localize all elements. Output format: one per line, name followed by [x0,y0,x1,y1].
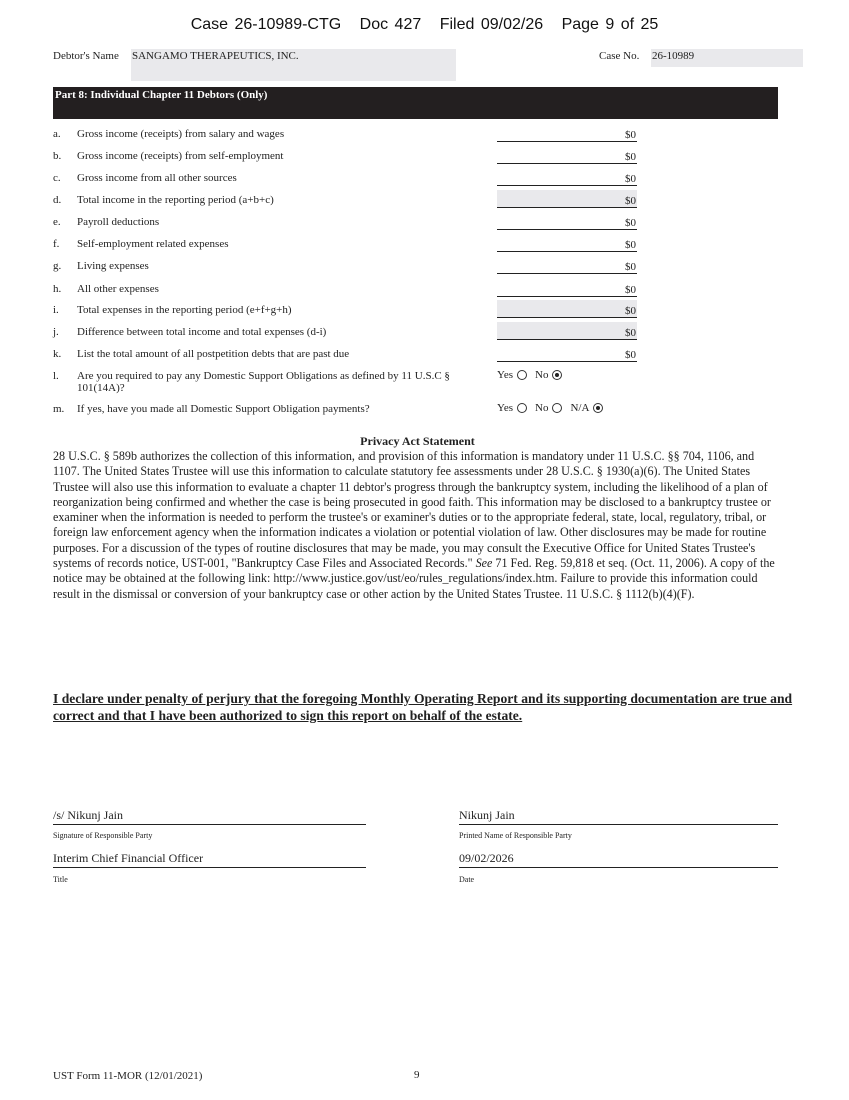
no-radio[interactable] [552,403,562,413]
row-label: Difference between total income and total expenses (d-i) [77,326,327,338]
row-amount-field[interactable]: $0 [497,168,637,186]
part8-row [53,212,778,234]
date-value[interactable]: 09/02/2026 [459,851,514,865]
row-amount-total: $0 [497,190,637,208]
row-label: Payroll deductions [77,216,160,228]
question-m-label: If yes, have you made all Domestic Support Obligation payments? [77,403,370,415]
row-amount-field[interactable]: $0 [497,124,637,142]
case-no-label: Case No. [599,50,640,62]
privacy-body-see: See [475,556,493,571]
signature-line [53,824,366,825]
filed-date-header: Filed 09/02/26 [439,16,544,33]
row-letter: f. [53,238,60,250]
debtor-name-field[interactable]: SANGAMO THERAPEUTICS, INC. [131,49,456,81]
form-id-footer: UST Form 11-MOR (12/01/2021) [53,1070,203,1082]
na-option-label: N/A [570,402,590,414]
privacy-body-part2: 71 Fed. Reg. 59,818 et seq. (Oct. 11, 2006). A copy of the notice may be obtained at the following link: http://www.justice.gov/ust/eo/rules_regulations/index.htm. Failure to provide this information could result in the dismissal or conversion of your bankruptcy case or other action by the United States Trustee. 11 U.S.C. § 1112(b)(4)(F). [53,556,775,601]
part8-title: Part 8: Individual Chapter 11 Debtors (Only) [55,89,268,101]
row-letter: e. [53,216,61,228]
date-line [459,867,778,868]
na-radio[interactable] [593,403,603,413]
part8-row [53,279,778,301]
row-label: Total income in the reporting period (a+b+c) [77,194,274,206]
row-label: Total expenses in the reporting period (e+f+g+h) [77,304,292,316]
doc-number-header: Doc 427 [359,16,422,33]
privacy-act-body [53,449,783,602]
row-letter: h. [53,283,62,295]
no-option-label: No [535,369,549,381]
signature-value[interactable]: /s/ Nikunj Jain [53,808,124,822]
printed-name-caption: Printed Name of Responsible Party [459,831,572,840]
question-l-options [497,369,570,381]
part8-row [53,344,778,366]
printed-name-value[interactable]: Nikunj Jain [459,808,515,822]
row-letter: a. [53,128,61,140]
question-l-letter: l. [53,370,59,382]
row-letter: d. [53,194,62,206]
case-header [0,16,849,34]
no-radio[interactable] [552,370,562,380]
row-label: Self-employment related expenses [77,238,229,250]
page-of-header: Page 9 of 25 [561,16,659,33]
row-letter: i. [53,304,59,316]
row-label: Living expenses [77,260,149,272]
title-caption: Title [53,875,68,884]
row-amount-field[interactable]: $0 [497,146,637,164]
row-amount-field[interactable]: $0 [497,212,637,230]
row-label: Gross income (receipts) from self-employment [77,150,284,162]
case-no-field[interactable]: 26-10989 [651,49,803,67]
part8-row [53,124,778,146]
printed-name-line [459,824,778,825]
case-number-header: Case 26-10989-CTG [190,16,342,33]
date-caption: Date [459,875,475,884]
part8-row [53,322,778,344]
debtor-name-label: Debtor's Name [53,50,119,62]
row-letter: k. [53,348,62,360]
row-label: All other expenses [77,283,159,295]
yes-option-label: Yes [497,402,514,414]
part8-row [53,190,778,212]
row-amount-field[interactable]: $0 [497,344,637,362]
part8-row [53,146,778,168]
row-letter: c. [53,172,61,184]
part8-row [53,234,778,256]
part8-row [53,256,778,278]
row-amount-total: $0 [497,300,637,318]
question-m-letter: m. [53,403,65,415]
no-option-label: No [535,402,549,414]
row-label: Gross income from all other sources [77,172,237,184]
privacy-body-part1: 28 U.S.C. § 589b authorizes the collection of this information, and provision of this information is mandatory under 11 U.S.C. §§ 704, 1106, and 1107. The United States Trustee will use this information to calculate statutory fee assessments under 28 U.S.C. § 1930(a)(6). The United States Trustee will also use this information to evaluate a chapter 11 debtor's progress through the bankruptcy system, including the likelihood of a plan of reorganization being confirmed and whether the case is being prosecuted in good faith. This information may be disclosed to a bankruptcy trustee or examiner when the information is needed to perform the trustee's or examiner's duties or to the appropriate federal, state, local, regulatory, tribal, or foreign law enforcement agency when the information indicates a violation or potential violation of law. Other disclosures may be made for routine purposes. For a discussion of the types of routine disclosures that may be made, you may consult the Executive Office for United States Trustee's systems of records notice, UST-001, "Bankruptcy Case Files and Associated Records." [53,449,771,571]
title-value[interactable]: Interim Chief Financial Officer [53,851,204,865]
perjury-declaration: I declare under penalty of perjury that the foregoing Monthly Operating Report and its supporting documentation are true and correct and that I have been authorized to sign this report on behalf of the estate. [53,691,793,723]
page-number-footer: 9 [414,1069,420,1081]
part8-row [53,300,778,322]
row-amount-total: $0 [497,322,637,340]
row-amount-field[interactable]: $0 [497,279,637,297]
row-letter: b. [53,150,62,162]
row-letter: j. [53,326,59,338]
question-l-label: Are you required to pay any Domestic Support Obligations as defined by 11 U.S.C § 101(14A)? [77,370,450,394]
row-amount-field[interactable]: $0 [497,234,637,252]
row-amount-field[interactable]: $0 [497,256,637,274]
yes-option-label: Yes [497,369,514,381]
row-label: Gross income (receipts) from salary and wages [77,128,285,140]
row-label: List the total amount of all postpetition debts that are past due [77,348,350,360]
yes-radio[interactable] [517,403,527,413]
question-m-options [497,402,611,414]
signature-caption: Signature of Responsible Party [53,831,153,840]
yes-radio[interactable] [517,370,527,380]
row-letter: g. [53,260,62,272]
privacy-act-title: Privacy Act Statement [360,434,475,448]
title-line [53,867,366,868]
part8-header-bar [53,87,778,119]
part8-row [53,168,778,190]
